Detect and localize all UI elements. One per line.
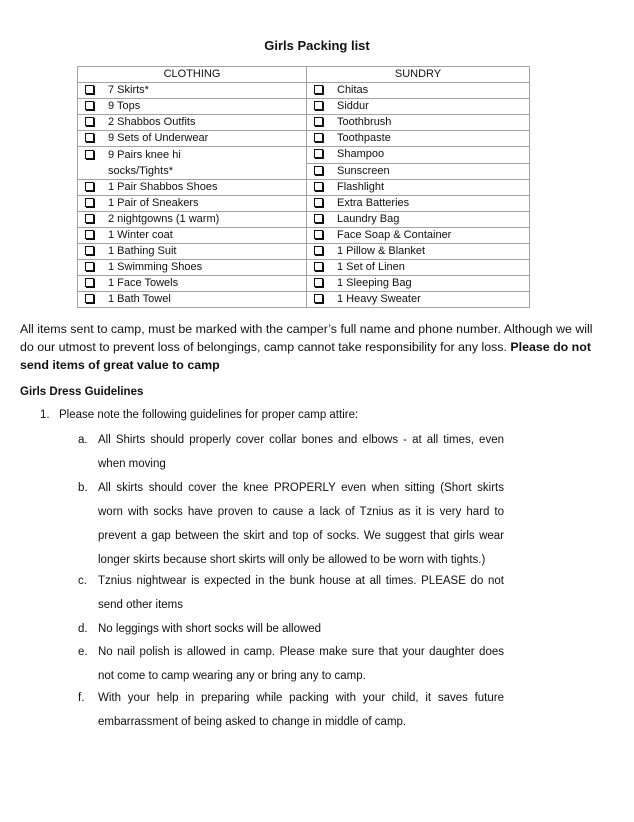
table-header-row <box>78 67 530 83</box>
checkbox-icon[interactable] <box>314 117 323 126</box>
checkbox-icon[interactable] <box>85 262 94 271</box>
subitem-text: Tznius nightwear is expected in the bunk house at all times. PLEASE do not send other items <box>98 575 504 611</box>
clothing-item: 1 Bathing Suit <box>78 244 307 260</box>
table-row <box>78 276 530 292</box>
checkbox-icon[interactable] <box>85 230 94 239</box>
sundry-item: 1 Set of Linen <box>307 260 530 276</box>
packing-table <box>77 66 530 308</box>
subitem-text: All Shirts should properly cover collar bones and elbows - at all times, even when moving <box>98 434 504 470</box>
table-row <box>78 196 530 212</box>
checkbox-icon[interactable] <box>85 101 94 110</box>
table-row <box>78 228 530 244</box>
sundry-item: Chitas <box>307 83 530 99</box>
guidelines-heading: Girls Dress Guidelines <box>20 386 144 398</box>
checkbox-icon[interactable] <box>314 101 323 110</box>
clothing-item: 1 Winter coat <box>78 228 307 244</box>
checkbox-icon[interactable] <box>85 182 94 191</box>
sundry-item: Toothbrush <box>307 115 530 131</box>
guideline-subitem <box>78 569 504 617</box>
notice-paragraph <box>20 320 605 374</box>
checkbox-icon[interactable] <box>314 198 323 207</box>
checkbox-icon[interactable] <box>85 133 94 142</box>
checkbox-icon[interactable] <box>314 294 323 303</box>
sundry-item: 1 Sleeping Bag <box>307 276 530 292</box>
sundry-item: Flashlight <box>307 180 530 196</box>
sundry-item: Sunscreen <box>307 163 530 180</box>
checkbox-icon[interactable] <box>85 246 94 255</box>
sundry-item: Laundry Bag <box>307 212 530 228</box>
clothing-item: 1 Face Towels <box>78 276 307 292</box>
notice-text: All items sent to camp, must be marked with the camper’s full name and phone number. Although we will do our utmost to prevent loss of belongings, camp cannot take responsibility for any loss. <box>20 322 593 354</box>
guideline-subitem <box>78 686 504 734</box>
sundry-item: Extra Batteries <box>307 196 530 212</box>
clothing-item: 1 Bath Towel <box>78 292 307 308</box>
clothing-item: 2 nightgowns (1 warm) <box>78 212 307 228</box>
table-row <box>78 83 530 99</box>
guideline-item <box>40 409 358 421</box>
checkbox-icon[interactable] <box>314 230 323 239</box>
sundry-item: Shampoo <box>307 147 530 164</box>
table-row <box>78 99 530 115</box>
item-number: 1. <box>40 409 50 421</box>
checkbox-icon[interactable] <box>314 262 323 271</box>
subitem-letter: d. <box>78 623 88 635</box>
checkbox-icon[interactable] <box>85 198 94 207</box>
checkbox-icon[interactable] <box>85 117 94 126</box>
table-row <box>78 131 530 147</box>
checkbox-icon[interactable] <box>85 150 94 159</box>
clothing-item: 9 Tops <box>78 99 307 115</box>
checkbox-icon[interactable] <box>314 133 323 142</box>
clothing-item: 9 Sets of Underwear <box>78 131 307 147</box>
checkbox-icon[interactable] <box>314 149 323 158</box>
table-row <box>78 244 530 260</box>
table-row <box>78 212 530 228</box>
checkbox-icon[interactable] <box>314 246 323 255</box>
clothing-item: 9 Pairs knee hi socks/Tights* <box>78 147 307 180</box>
checkbox-icon[interactable] <box>314 182 323 191</box>
notice-bold-text: Please do not send items of great value to camp <box>20 340 591 372</box>
checkbox-icon[interactable] <box>85 278 94 287</box>
table-row <box>78 260 530 276</box>
checkbox-icon[interactable] <box>314 85 323 94</box>
subitem-letter: a. <box>78 434 88 446</box>
clothing-item: 1 Pair of Sneakers <box>78 196 307 212</box>
clothing-item: 7 Skirts* <box>78 83 307 99</box>
table-row <box>78 147 530 164</box>
subitem-text: No nail polish is allowed in camp. Please make sure that your daughter does not come to camp wearing any or bring any to camp. <box>98 646 504 682</box>
sundry-item: Toothpaste <box>307 131 530 147</box>
sundry-item: 1 Pillow & Blanket <box>307 244 530 260</box>
table-row <box>78 115 530 131</box>
table-row <box>78 180 530 196</box>
guideline-subitem <box>78 428 504 476</box>
sundry-header: SUNDRY <box>307 67 530 83</box>
sundry-item: 1 Heavy Sweater <box>307 292 530 308</box>
guideline-subitem <box>78 617 504 641</box>
checkbox-icon[interactable] <box>314 166 323 175</box>
checkbox-icon[interactable] <box>85 214 94 223</box>
subitem-text: With your help in preparing while packing with your child, it saves future embarrassment of being asked to change in middle of camp. <box>98 692 504 728</box>
subitem-letter: e. <box>78 646 88 658</box>
subitem-text: No leggings with short socks will be allowed <box>98 623 322 635</box>
subitem-letter: c. <box>78 575 87 587</box>
clothing-item: 1 Pair Shabbos Shoes <box>78 180 307 196</box>
checkbox-icon[interactable] <box>85 294 94 303</box>
checkbox-icon[interactable] <box>314 214 323 223</box>
guideline-subitem <box>78 640 504 688</box>
document-title: Girls Packing list <box>264 38 370 53</box>
checkbox-icon[interactable] <box>314 278 323 287</box>
clothing-item: 1 Swimming Shoes <box>78 260 307 276</box>
clothing-header: CLOTHING <box>78 67 307 83</box>
checkbox-icon[interactable] <box>85 85 94 94</box>
sundry-item: Face Soap & Container <box>307 228 530 244</box>
subitem-text: All skirts should cover the knee PROPERLY even when sitting (Short skirts worn with socks have proven to cause a lack of Tznius as it is very hard to prevent a gap between the skirt and top of socks. We suggest that girls wear longer skirts because short skirts will only be allowed to be worn with tights.) <box>98 482 504 566</box>
subitem-letter: f. <box>78 692 85 704</box>
clothing-item: 2 Shabbos Outfits <box>78 115 307 131</box>
sundry-item: Siddur <box>307 99 530 115</box>
subitem-letter: b. <box>78 482 88 494</box>
item-text: Please note the following guidelines for proper camp attire: <box>59 409 359 421</box>
guideline-subitem <box>78 476 504 572</box>
table-row <box>78 292 530 308</box>
